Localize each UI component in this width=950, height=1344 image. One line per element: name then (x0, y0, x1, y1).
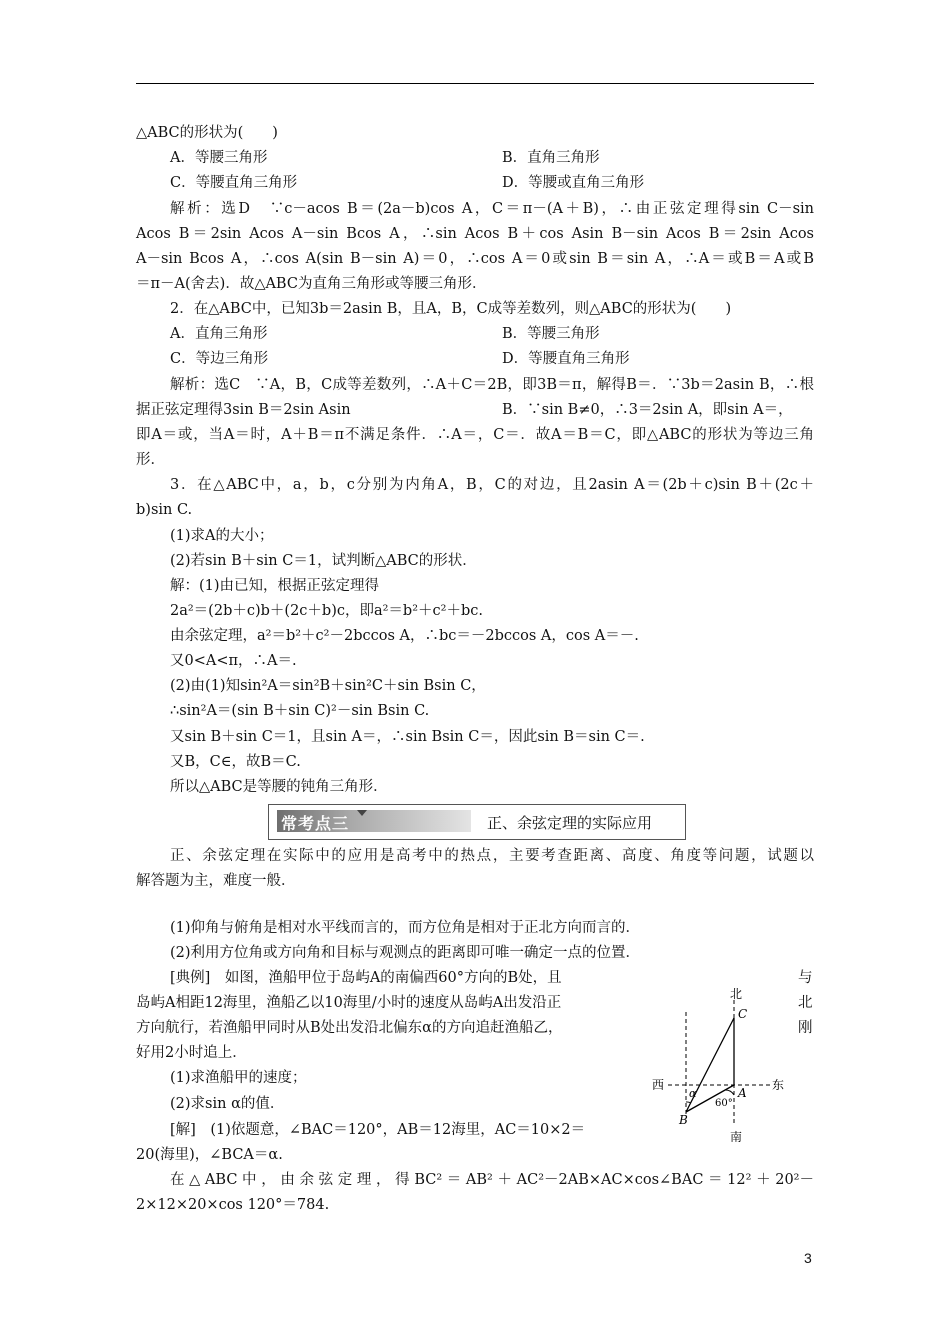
question-2: 2．在△ABC中，已知3b＝2asin B，且A，B，C成等差数列，则△ABC的形状为( ) (170, 301, 732, 317)
text-line: ＝π－A(舍去)．故△ABC为直角三角形或等腰三角形． (136, 276, 487, 292)
text-line: 解析：选C ∵A，B，C成等差数列，∴A＋C＝2B，即3B＝π，解得B＝．∵3b＝2asin B，∴根 (170, 377, 814, 393)
question-3: 3．在△ABC中，a，b，c分别为内角A，B，C的对边，且2asin A＝(2b＋c)sin B＋(2c＋ (170, 477, 814, 493)
text-line: B．∵sin B≠0，∴3＝2sin A，即sin A＝， (502, 402, 793, 418)
text-line: (2)求sin α的值． (170, 1096, 285, 1112)
label-point-c: C (738, 1007, 748, 1021)
angle-alpha-arc (686, 1102, 691, 1103)
text-line: 形． (136, 452, 165, 468)
option-c: C．等边三角形 (170, 351, 269, 367)
direction-diagram (646, 970, 796, 1146)
text-line: b)sin C. (136, 502, 193, 518)
marker-icon (357, 810, 367, 816)
option-b: B．直角三角形 (502, 150, 600, 166)
text-line: 又B，C∈，故B＝C. (170, 754, 301, 770)
text-line: 正、余弦定理在实际中的应用是高考中的热点，主要考查距离、高度、角度等问题，试题以 (170, 848, 814, 864)
text-fragment: 刚 (798, 1020, 813, 1036)
label-alpha: α (689, 1087, 697, 1100)
text-line: (2)利用方位角或方向角和目标与观测点的距离即可唯一确定一点的位置． (170, 945, 641, 961)
text-line: (2)若sin B＋sin C＝1，试判断△ABC的形状． (170, 553, 477, 569)
text-fragment: 北 (798, 995, 813, 1011)
page-number: 3 (804, 1250, 812, 1266)
text-line: (1)求渔船甲的速度； (170, 1070, 307, 1086)
label-west: 西 (652, 1078, 665, 1092)
option-d: D．等腰直角三角形 (502, 351, 630, 367)
text-line: (1)仰角与俯角是相对水平线而言的，而方位角是相对于正北方向而言的． (170, 920, 641, 936)
text-line: A－sin Bcos A，∴cos A(sin B－sin A)＝0，∴cos A＝0或sin B＝sin A，∴A＝或B＝A或B (136, 251, 814, 267)
text-line: 2×12×20×cos 120°＝784. (136, 1197, 330, 1213)
text-line: 即A＝或，当A＝时，A＋B＝π不满足条件．∴A＝，C＝．故A＝B＝C，即△ABC的形状为等边三角 (136, 427, 814, 443)
text-line: 解答题为主，难度一般． (136, 873, 296, 889)
text-line: 又sin B＋sin C＝1，且sin A＝，∴sin Bsin C＝，因此sin B＝sin C＝. (170, 729, 645, 745)
label-point-b: B (679, 1113, 688, 1127)
option-c: C．等腰直角三角形 (170, 175, 298, 191)
text-line: 由余弦定理，a²＝b²＋c²－2bccos A，∴bc＝－2bccos A，cos A＝－. (170, 628, 639, 644)
header-rule (136, 83, 814, 84)
text-line: Acos B＝2sin Acos A－sin Bcos A，∴sin Acos B＋cos Asin B－sin Acos B＝2sin Acos (136, 226, 814, 242)
text-line: 据正弦定理得3sin B＝2sin Asin (136, 402, 351, 418)
label-north: 北 (730, 987, 743, 1001)
section-banner (268, 804, 686, 840)
text-line: 2a²＝(2b＋c)b＋(2c＋b)c，即a²＝b²＋c²＋bc. (170, 603, 483, 619)
text-line: (2)由(1)知sin²A＝sin²B＋sin²C＋sin Bsin C， (170, 678, 486, 694)
option-d: D．等腰或直角三角形 (502, 175, 645, 191)
text-line: 好用2小时追上． (136, 1045, 247, 1061)
option-b: B．等腰三角形 (502, 326, 600, 342)
text-line: ∴sin²A＝(sin B＋sin C)²－sin Bsin C. (170, 703, 430, 719)
text-line: (1)求A的大小； (170, 528, 274, 544)
text-line: 在△ABC中，由余弦定理，得BC²＝AB²＋AC²－2AB×AC×cos∠BAC＝12²＋20²－ (170, 1172, 814, 1188)
text-line: 所以△ABC是等腰的钝角三角形． (170, 779, 388, 795)
example-intro: [典例] 如图，渔船甲位于岛屿A的南偏西60°方向的B处，且 (170, 970, 562, 986)
section-tag-label: 常考点三 (281, 814, 350, 833)
text-line: 方向航行，若渔船甲同时从B处出发沿北偏东α的方向追赶渔船乙， (136, 1020, 563, 1036)
label-angle-60: 60° (715, 1098, 733, 1109)
section-title: 正、余弦定理的实际应用 (487, 814, 653, 832)
option-a: A．直角三角形 (170, 326, 268, 342)
label-east: 东 (772, 1078, 785, 1092)
angle-60-arc (725, 1090, 734, 1095)
solution-start: [解] (1)依题意，∠BAC＝120°，AB＝12海里，AC＝10×2＝ (170, 1122, 586, 1138)
text-line: 岛屿A相距12海里，渔船乙以10海里/小时的速度从岛屿A出发沿正 (136, 995, 562, 1011)
text-fragment: 与 (798, 970, 813, 986)
section-tag (277, 810, 471, 832)
label-south: 南 (730, 1130, 743, 1144)
text-line: 又0<A<π，∴A＝. (170, 653, 297, 669)
text-line: 解：(1)由已知，根据正弦定理得 (170, 578, 380, 594)
text-line: 20(海里)，∠BCA＝α. (136, 1147, 283, 1163)
label-point-a: A (738, 1086, 747, 1100)
text-line: 解析：选D ∵c－acos B＝(2a－b)cos A，C＝π－(A＋B)，∴由正弦定理得sin C－sin (170, 201, 814, 217)
option-a: A．等腰三角形 (170, 150, 268, 166)
text-line: △ABC的形状为( ) (136, 125, 278, 141)
